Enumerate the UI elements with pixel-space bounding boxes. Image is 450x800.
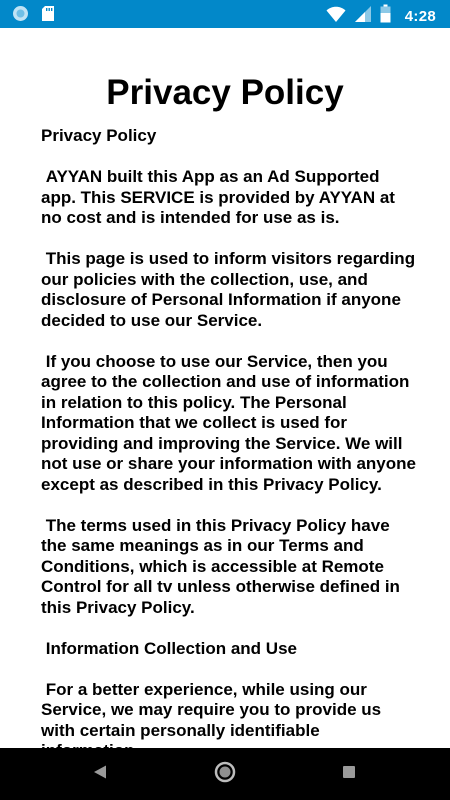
policy-content[interactable] (0, 28, 450, 748)
navigation-bar (0, 748, 450, 800)
back-icon (92, 764, 108, 785)
policy-paragraph: For a better experience, while using our Service, we may require you to provide us with certain personally identifiable (41, 679, 382, 740)
status-bar (0, 0, 450, 28)
status-time: 4:28 (404, 7, 436, 25)
recents-icon (341, 764, 357, 785)
status-left-group (12, 5, 55, 27)
back-button[interactable] (88, 762, 112, 786)
status-right-group (326, 4, 436, 28)
policy-paragraph: The terms used in this Privacy Policy have the same meanings as in our Terms and Conditions, which is accessible at Remote Control for all tv unless otherwise defined in this Privacy Policy. (41, 515, 405, 617)
battery-icon (380, 4, 391, 28)
wifi-icon (326, 5, 346, 28)
policy-paragraph: Privacy Policy (41, 126, 157, 145)
sd-card-icon (41, 5, 55, 27)
policy-body (41, 126, 421, 762)
circle-notification-icon (12, 5, 29, 27)
policy-paragraph: AYYAN built this App as an Ad Supported app. This SERVICE is provided by AYYAN at no cost and is intended for use as is. (41, 167, 400, 227)
policy-paragraph: Information Collection and Use (41, 638, 297, 658)
policy-paragraph: If you choose to use our Service, then you agree to the collection and use of information in relation to this policy. The Personal Information that we collect is used for providing and improving the Service. We will not use or share your information with anyone except as described in this Privacy Policy. (41, 351, 421, 494)
recents-button[interactable] (337, 762, 361, 786)
home-button[interactable] (213, 762, 237, 786)
signal-icon (354, 5, 372, 28)
page-title: Privacy Policy (106, 73, 344, 112)
policy-paragraph: This page is used to inform visitors regarding our policies with the collection, use, and disclosure of Personal Information if anyone decided to use our Service. (41, 249, 420, 330)
home-icon (214, 761, 236, 788)
